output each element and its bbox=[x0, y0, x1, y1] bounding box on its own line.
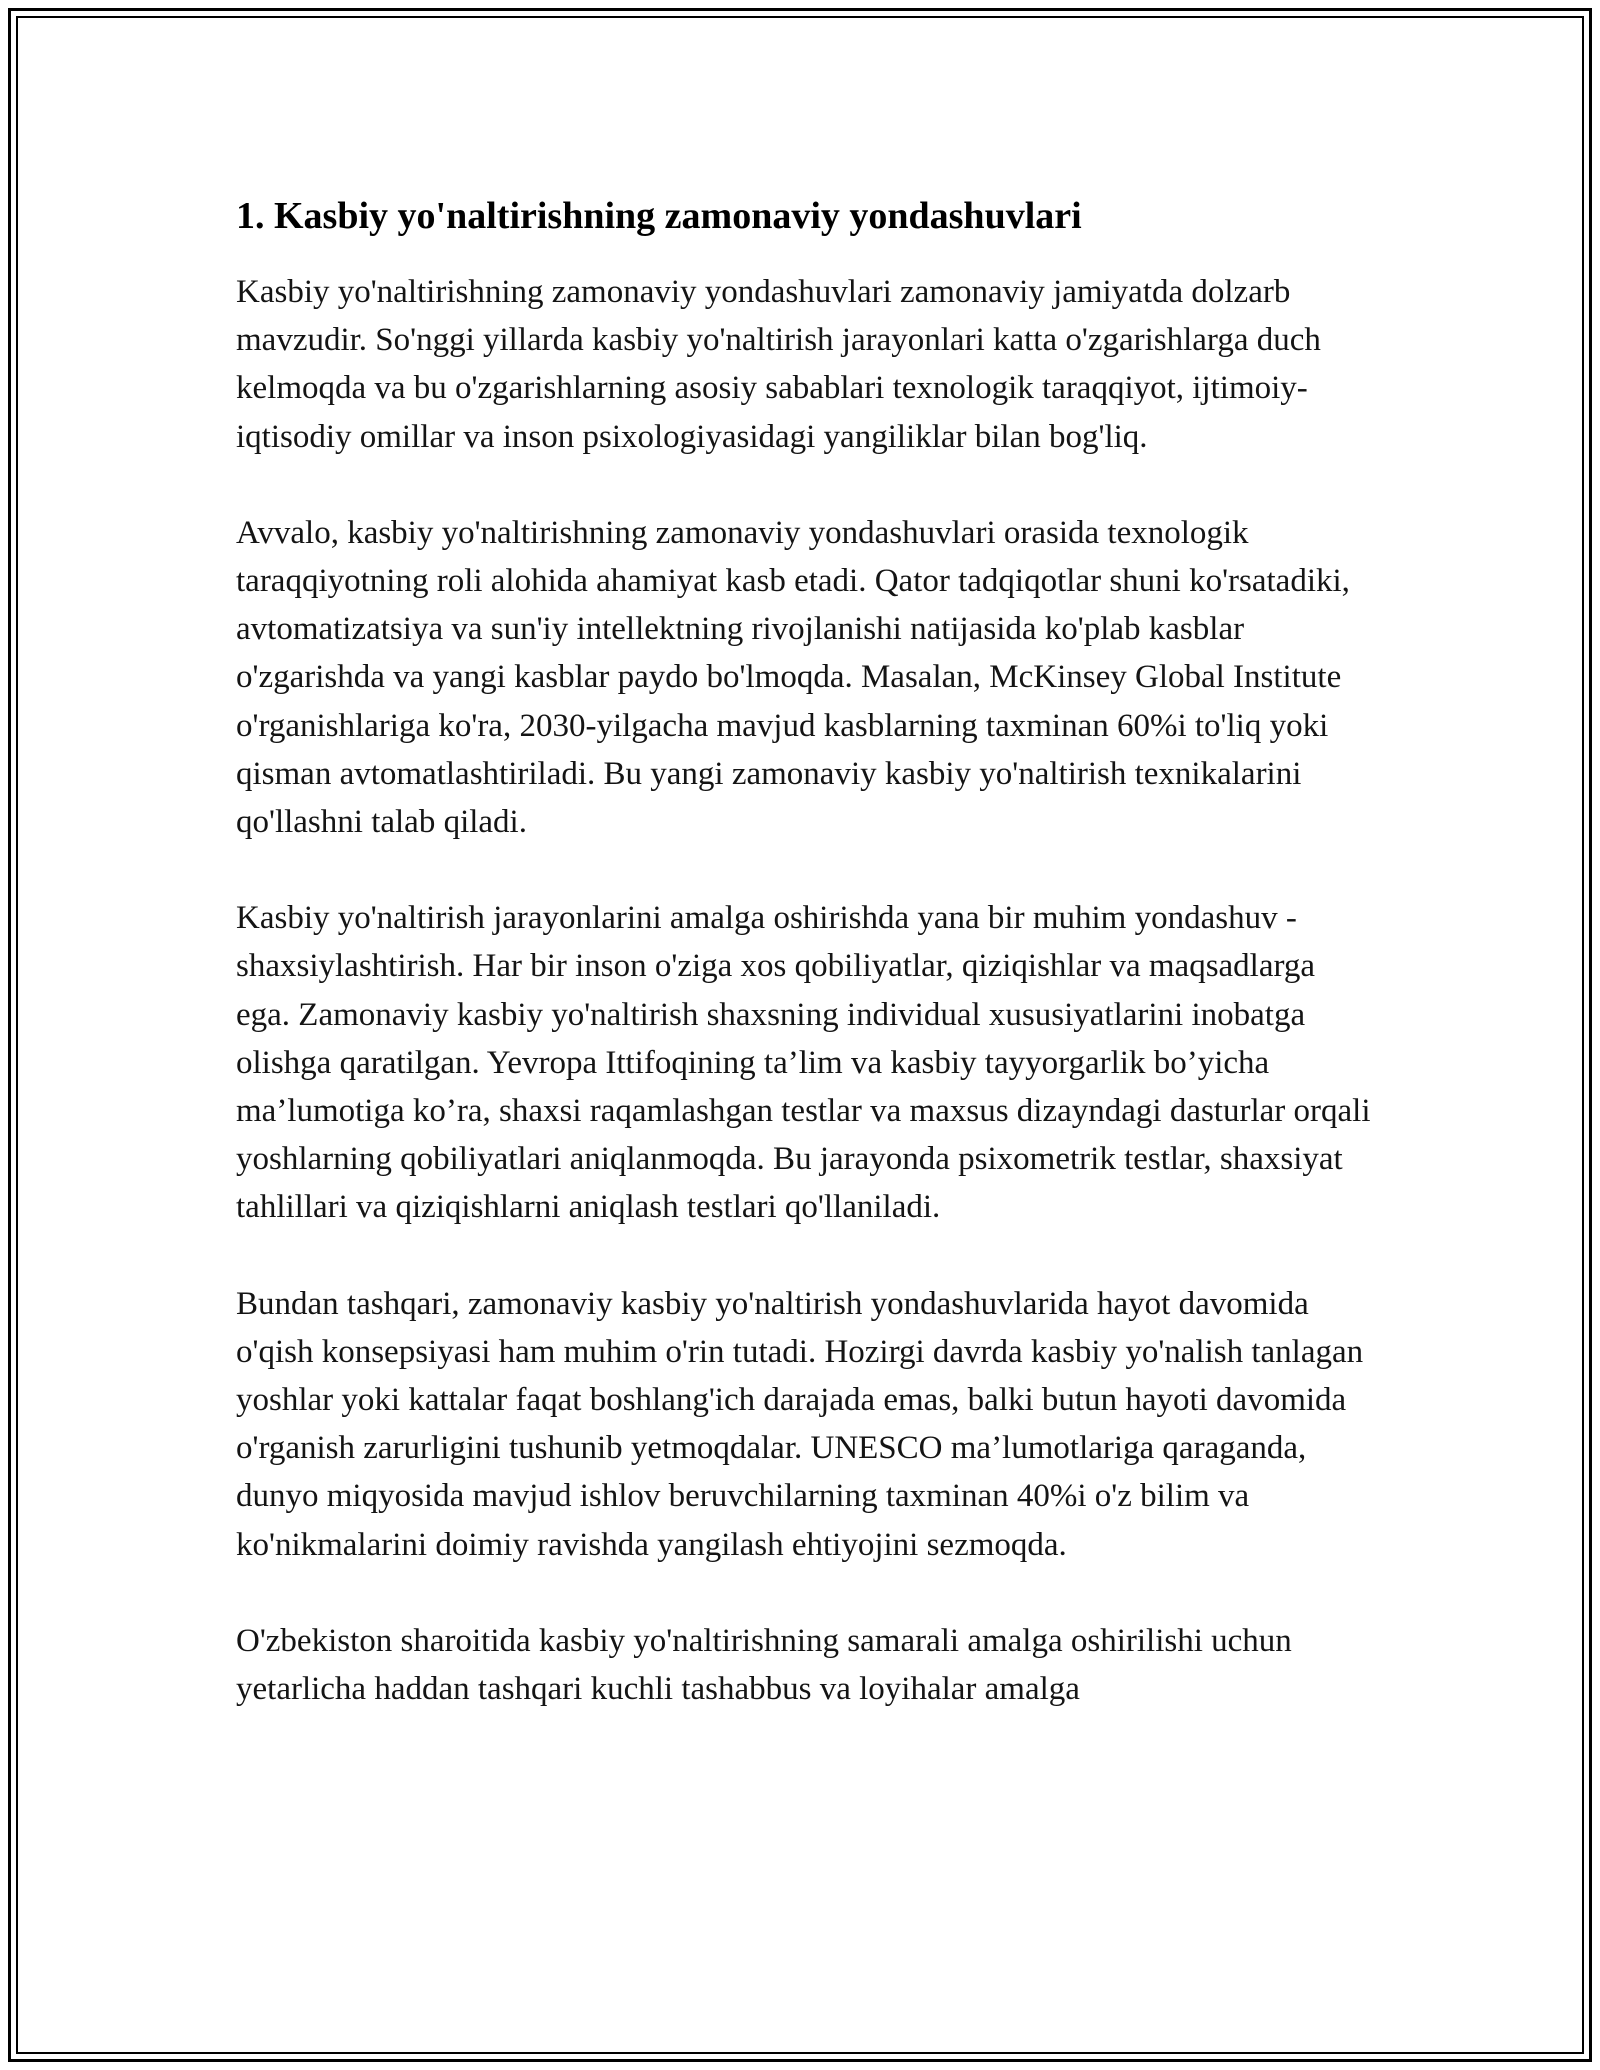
section-heading: 1. Kasbiy yo'naltirishning zamonaviy yondashuvlari bbox=[236, 195, 1082, 237]
paragraph-personalization: Kasbiy yo'naltirish jarayonlarini amalga oshirishda yana bir muhim yondashuv - shaxsiylashtirish. Har bir inson o'ziga xos qobiliyatlar, qiziqishlar va maqsadlarga ega. Zamonaviy kasbiy yo'naltirish shaxsning individual xususiyatlarini inobatga olishga qaratilgan. Yevropa Ittifoqining ta’lim va kasbiy tayyorgarlik bo’yicha ma’lumotiga ko’ra, shaxsi raqamlashgan testlar va maxsus dizayndagi dasturlar orqali yoshlarning qobiliyatlari aniqlanmoqda. Bu jarayonda psixometrik testlar, shaxsiyat tahlillari va qiziqishlarni aniqlash testlari qo'llaniladi. bbox=[236, 900, 1371, 1226]
paragraph-uzbekistan: O'zbekiston sharoitida kasbiy yo'naltirishning samarali amalga oshirilishi uchun yetarlicha haddan tashqari kuchli tashabbus va loyihalar amalga bbox=[236, 1622, 1292, 1708]
paragraph-technology: Avvalo, kasbiy yo'naltirishning zamonaviy yondashuvlari orasida texnologik taraqqiyotning roli alohida ahamiyat kasb etadi. Qator tadqiqotlar shuni ko'rsatadiki, avtomatizatsiya va sun'iy intellektning rivojlanishi natijasida ko'plab kasblar o'zgarishda va yangi kasblar paydo bo'lmoqda. Masalan, McKinsey Global Institute o'rganishlariga ko'ra, 2030-yilgacha mavjud kasblarning taxminan 60%i to'liq yoki qisman avtomatlashtiriladi. Bu yangi zamonaviy kasbiy yo'naltirish texnikalarini qo'llashni talab qiladi. bbox=[236, 514, 1350, 841]
paragraph-intro: Kasbiy yo'naltirishning zamonaviy yondashuvlari zamonaviy jamiyatda dolzarb mavzudir. So'nggi yillarda kasbiy yo'naltirish jarayonlari katta o'zgarishlarga duch kelmoqda va bu o'zgarishlarning asosiy sabablari texnologik taraqqiyot, ijtimoiy-iqtisodiy omillar va inson psixologiyasidagi yangiliklar bilan bog'liq. bbox=[236, 274, 1321, 455]
document-body bbox=[236, 192, 1376, 1713]
paragraph-lifelong-learning: Bundan tashqari, zamonaviy kasbiy yo'naltirish yondashuvlarida hayot davomida o'qish konsepsiyasi ham muhim o'rin tutadi. Hozirgi davrda kasbiy yo'nalish tanlagan yoshlar yoki kattalar faqat boshlang'ich darajada emas, balki butun hayoti davomida o'rganish zarurligini tushunib yetmoqdalar. UNESCO ma’lumotlariga qaraganda, dunyo miqyosida mavjud ishlov beruvchilarning taxminan 40%i o'z bilim va ko'nikmalarini doimiy ravishda yangilash ehtiyojini sezmoqda. bbox=[236, 1285, 1364, 1563]
